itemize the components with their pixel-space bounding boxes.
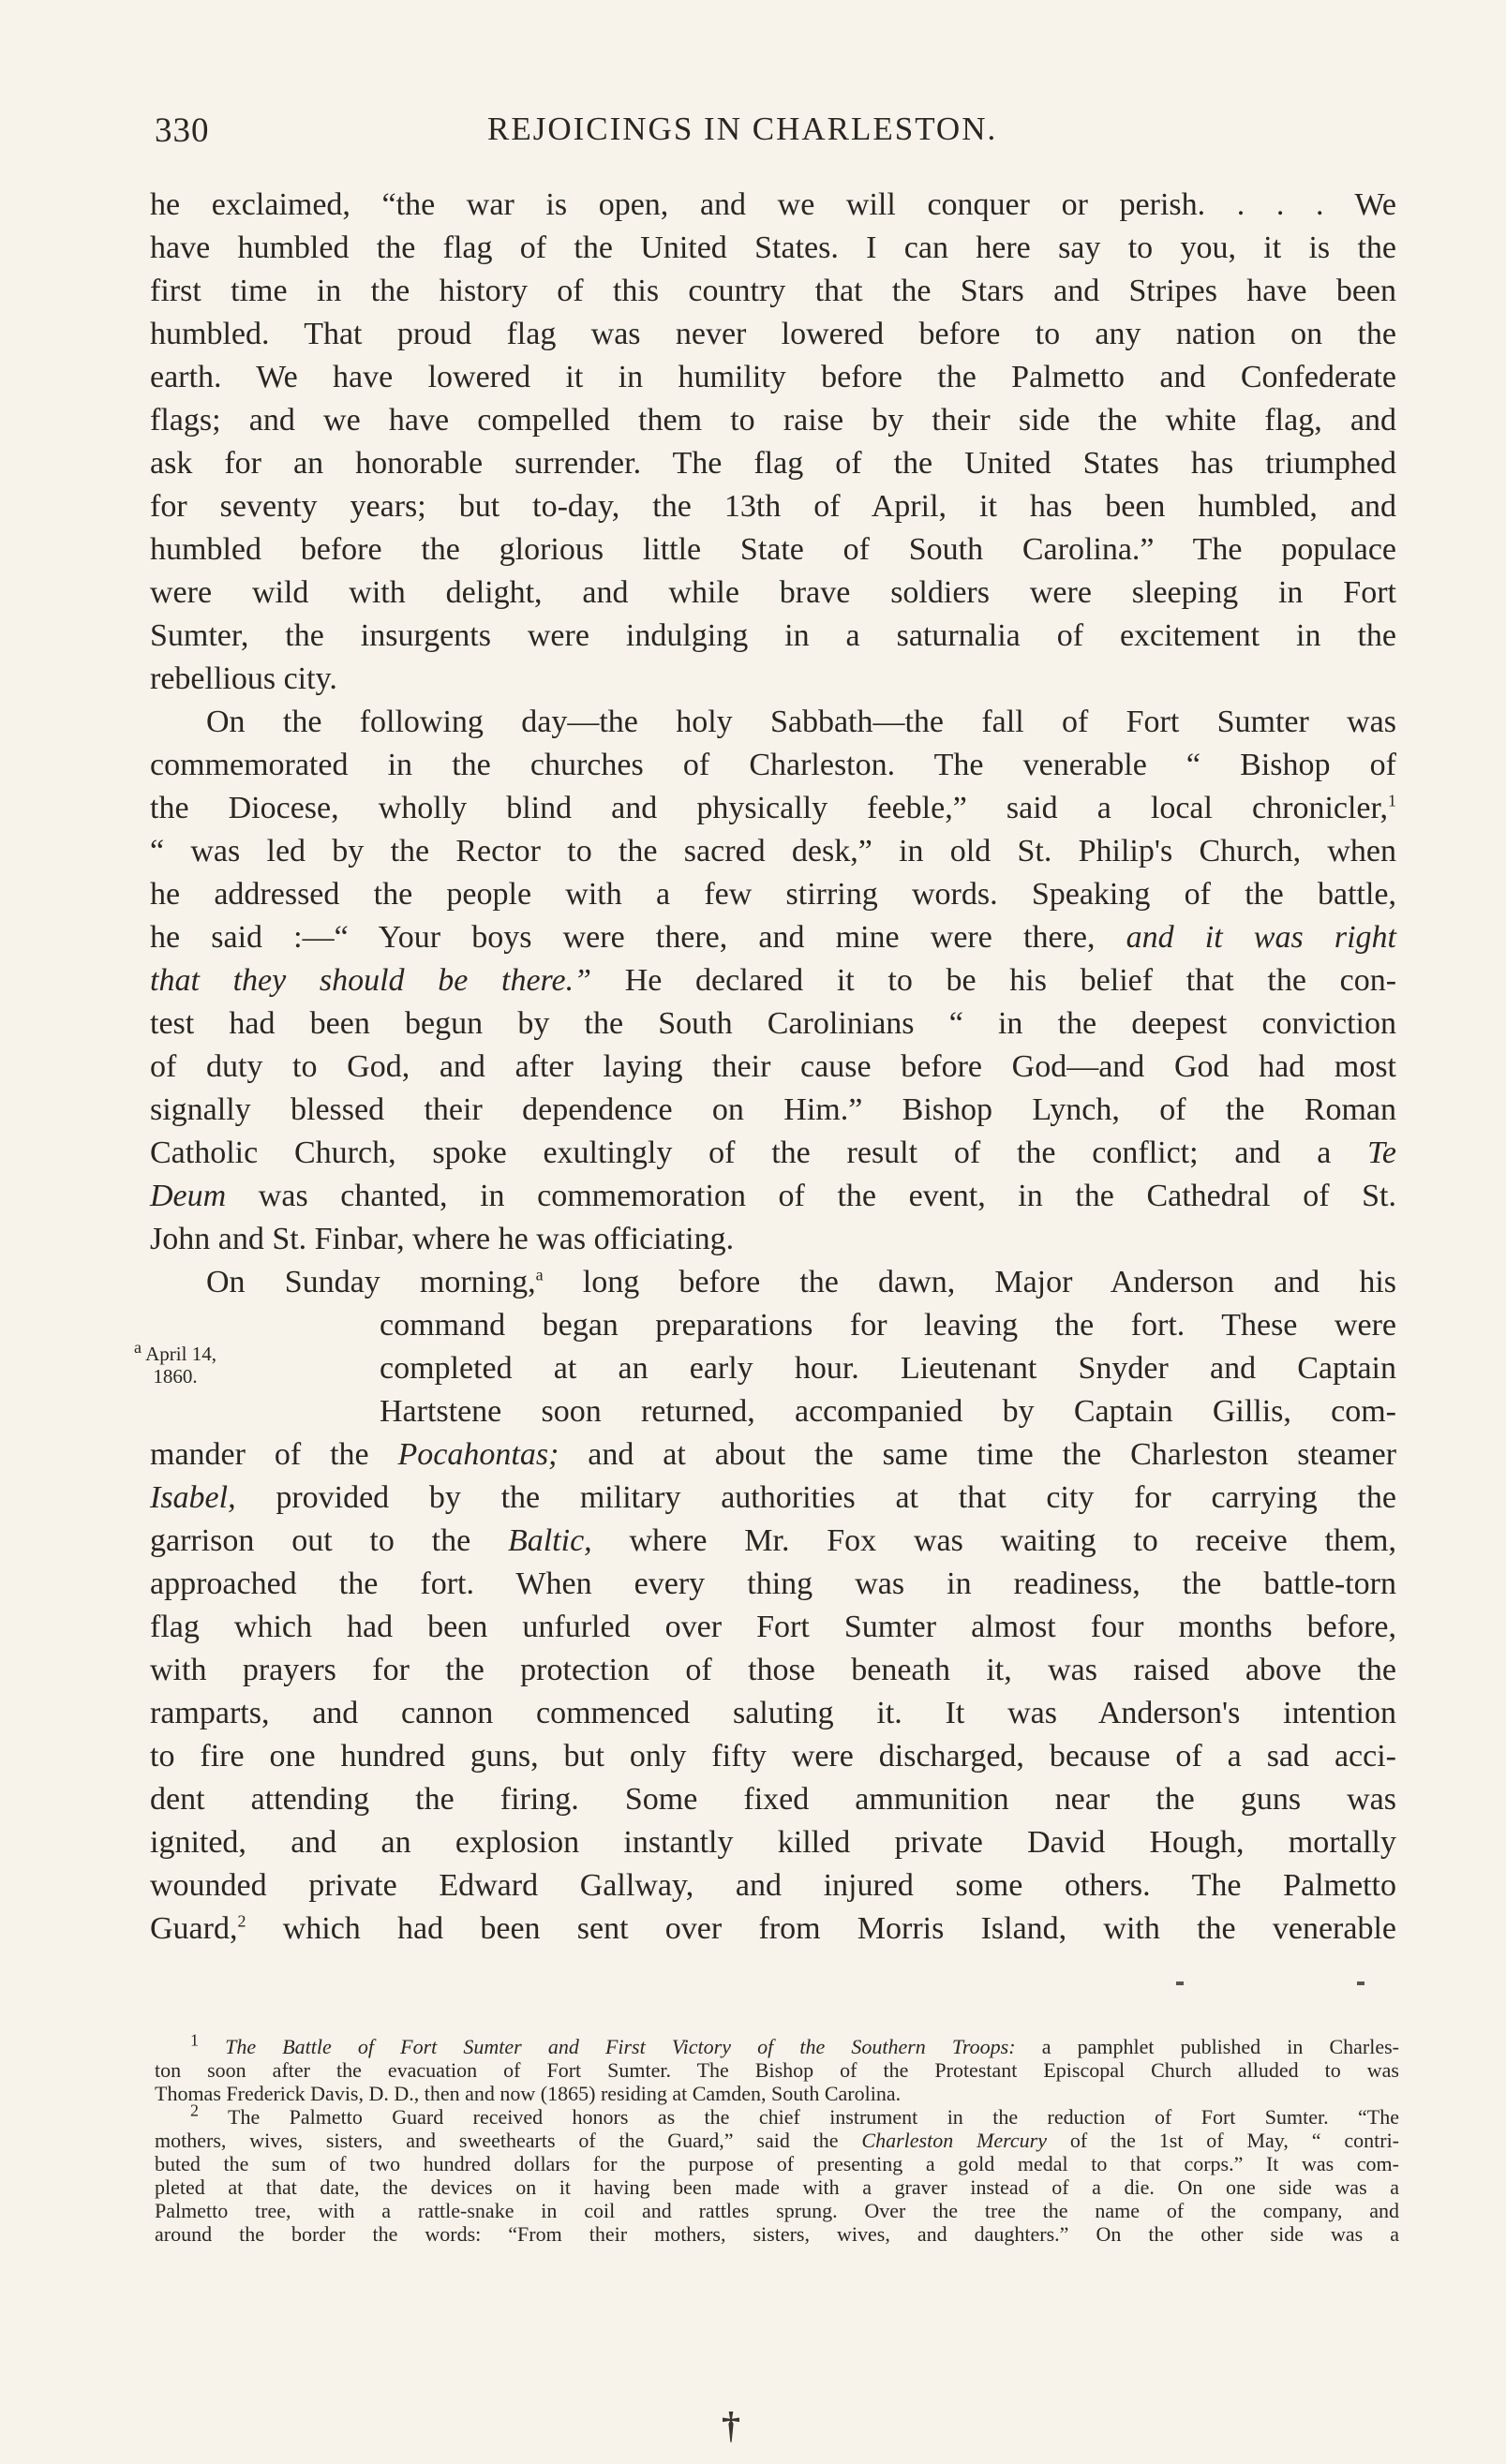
page-header	[0, 111, 1506, 157]
text-line	[150, 916, 1396, 959]
text-line: of duty to God, and after laying their cause before God—and God had most	[150, 1049, 1396, 1084]
text-segment: On Sunday morning,	[206, 1265, 536, 1299]
text-line: “ was led by the Rector to the sacred desk,” in old St. Philip's Church, when	[150, 834, 1396, 868]
text-segment: and at about the same time the Charleston steamer	[588, 1437, 1397, 1472]
text-line	[150, 787, 1396, 830]
text-line	[150, 1433, 1396, 1477]
text-line	[150, 1907, 1396, 1951]
text-line	[150, 1175, 1396, 1218]
italic-segment: Te	[1367, 1136, 1397, 1170]
footnote-line: Thomas Frederick Davis, D. D., then and now (1865) residing at Camden, South Carolina.	[155, 2082, 902, 2105]
text-line: first time in the history of this country that the Stars and Stripes have been	[150, 274, 1396, 308]
footnote-line	[155, 2100, 1399, 2129]
italic-segment: Charleston Mercury	[861, 2129, 1047, 2152]
footnote-separator-mark	[1357, 1982, 1364, 1985]
page-number: 330	[155, 111, 210, 150]
italic-segment: Isabel,	[150, 1480, 236, 1515]
footnote-line: pleted at that date, the devices on it having been made with a graver instead of a die. On one side was a	[155, 2175, 1399, 2199]
text-line: to fire one hundred guns, but only fifty were discharged, because of a sad acci-	[150, 1739, 1396, 1774]
text-line: completed at an early hour. Lieutenant Snyder and Captain	[380, 1351, 1396, 1386]
footnote-line: around the border the words: “From their mothers, sisters, wives, and daughters.” On the other side was a	[155, 2222, 1399, 2246]
text-line: have humbled the flag of the United States. I can here say to you, it is the	[150, 230, 1396, 265]
text-line: wounded private Edward Gallway, and injured some others. The Palmetto	[150, 1868, 1396, 1903]
text-segment: of the 1st of May, “ contri-	[1069, 2129, 1400, 2152]
text-line: humbled before the glorious little State of South Carolina.” The populace	[150, 532, 1396, 567]
text-segment: he said :—“ Your boys were there, and mine were there,	[150, 920, 1096, 955]
text-segment: which had been sent over from Morris Island, with the venerable	[282, 1911, 1397, 1946]
text-line: were wild with delight, and while brave soldiers were sleeping in Fort	[150, 575, 1396, 610]
text-segment: the Diocese, wholly blind and physically feeble,” said a local chronicler,	[150, 791, 1388, 825]
footnote-ref-2: 2	[237, 1911, 246, 1931]
footnote-line: Palmetto tree, with a rattle-snake in coil and rattles sprung. Over the tree the name of the company, and	[155, 2199, 1399, 2222]
text-line: command began preparations for leaving the fort. These were	[380, 1308, 1396, 1343]
text-line: flag which had been unfurled over Fort Sumter almost four months before,	[150, 1610, 1396, 1644]
footnote-line: buted the sum of two hundred dollars for the purpose of presenting a gold medal to that corps.” It was com-	[155, 2152, 1399, 2175]
text-line: he addressed the people with a few stirring words. Speaking of the battle,	[150, 877, 1396, 912]
text-line	[150, 1520, 1396, 1563]
margin-note-date: April 14,	[145, 1343, 216, 1365]
footnote-line: ton soon after the evacuation of Fort Sumter. The Bishop of the Protestant Episcopal Church alluded to was	[155, 2058, 1399, 2082]
footnote-ref-1: 1	[1388, 791, 1396, 810]
running-title: REJOICINGS IN CHARLESTON.	[487, 111, 998, 147]
text-line: ramparts, and cannon commenced saluting it. It was Anderson's intention	[150, 1696, 1396, 1730]
text-line: commemorated in the churches of Charleston. The venerable “ Bishop of	[150, 748, 1396, 782]
margin-date-note	[96, 1338, 255, 1388]
text-line: approached the fort. When every thing was in readiness, the battle-torn	[150, 1566, 1396, 1601]
italic-segment: Pocahontas;	[397, 1437, 559, 1472]
footnotes	[155, 2030, 1400, 2246]
sidenote-ref: a	[535, 1265, 544, 1284]
text-line: for seventy years; but to-day, the 13th of April, it has been humbled, and	[150, 489, 1396, 524]
text-line	[150, 1477, 1396, 1520]
text-segment: He declared it to be his belief that the con-	[624, 963, 1397, 998]
italic-segment: Baltic,	[507, 1523, 592, 1558]
signature-mark: †	[722, 2404, 740, 2446]
footnote-separator-mark	[1176, 1982, 1184, 1985]
text-segment: where Mr. Fox was waiting to receive them,	[629, 1523, 1396, 1558]
text-segment: was chanted, in commemoration of the event, in the Cathedral of St.	[258, 1179, 1396, 1213]
text-segment: provided by the military authorities at that city for carrying the	[276, 1480, 1396, 1515]
footnote-line	[155, 2030, 1399, 2058]
text-line: rebellious city.	[150, 661, 337, 696]
text-segment: mander of the	[150, 1437, 369, 1472]
text-segment: mothers, wives, sisters, and sweethearts of the Guard,” said the	[155, 2129, 839, 2152]
text-line: test had been begun by the South Carolinians “ in the deepest conviction	[150, 1006, 1396, 1041]
text-line	[150, 1261, 1396, 1304]
text-segment: garrison out to the	[150, 1523, 471, 1558]
footnote-mark: 2	[190, 2100, 199, 2120]
footnote-title: The Battle of Fort Sumter and First Victory of the Southern Troops:	[225, 2035, 1016, 2058]
footnote-line	[155, 2129, 1399, 2152]
text-line: ask for an honorable surrender. The flag of the United States has triumphed	[150, 446, 1396, 481]
footnote-mark: 1	[190, 2030, 199, 2050]
text-segment: The Palmetto Guard received honors as the chief instrument in the reduction of Fort Sumter. “The	[228, 2105, 1399, 2129]
text-line: with prayers for the protection of those beneath it, was raised above the	[150, 1653, 1396, 1687]
text-line: ignited, and an explosion instantly killed private David Hough, mortally	[150, 1825, 1396, 1860]
text-segment: long before the dawn, Major Anderson and his	[582, 1265, 1397, 1299]
text-line: John and St. Finbar, where he was officiating.	[150, 1222, 735, 1256]
italic-segment: that they should be there.”	[150, 963, 592, 998]
body-text	[150, 184, 1396, 1951]
text-segment: Guard,	[150, 1911, 238, 1946]
margin-note-year: 1860.	[153, 1365, 198, 1388]
text-line	[150, 1132, 1396, 1175]
text-line: flags; and we have compelled them to raise by their side the white flag, and	[150, 403, 1396, 438]
italic-segment: and it was right	[1126, 920, 1396, 955]
text-line: signally blessed their dependence on Him.” Bishop Lynch, of the Roman	[150, 1092, 1396, 1127]
text-line: Hartstene soon returned, accompanied by Captain Gillis, com-	[380, 1394, 1396, 1429]
italic-segment: Deum	[150, 1179, 227, 1213]
margin-note-mark: a	[134, 1338, 142, 1357]
text-segment: Catholic Church, spoke exultingly of the result of the conflict; and a	[150, 1136, 1332, 1170]
text-segment: a pamphlet published in Charles-	[1041, 2035, 1399, 2058]
text-line: humbled. That proud flag was never lowered before to any nation on the	[150, 317, 1396, 351]
text-line: earth. We have lowered it in humility before the Palmetto and Confederate	[150, 360, 1396, 394]
text-line: On the following day—the holy Sabbath—the fall of Fort Sumter was	[206, 705, 1396, 739]
text-line: Sumter, the insurgents were indulging in a saturnalia of excitement in the	[150, 618, 1396, 653]
text-line: dent attending the firing. Some fixed ammunition near the guns was	[150, 1782, 1396, 1817]
text-line: he exclaimed, “the war is open, and we will conquer or perish. . . . We	[150, 187, 1396, 222]
text-line	[150, 959, 1396, 1002]
